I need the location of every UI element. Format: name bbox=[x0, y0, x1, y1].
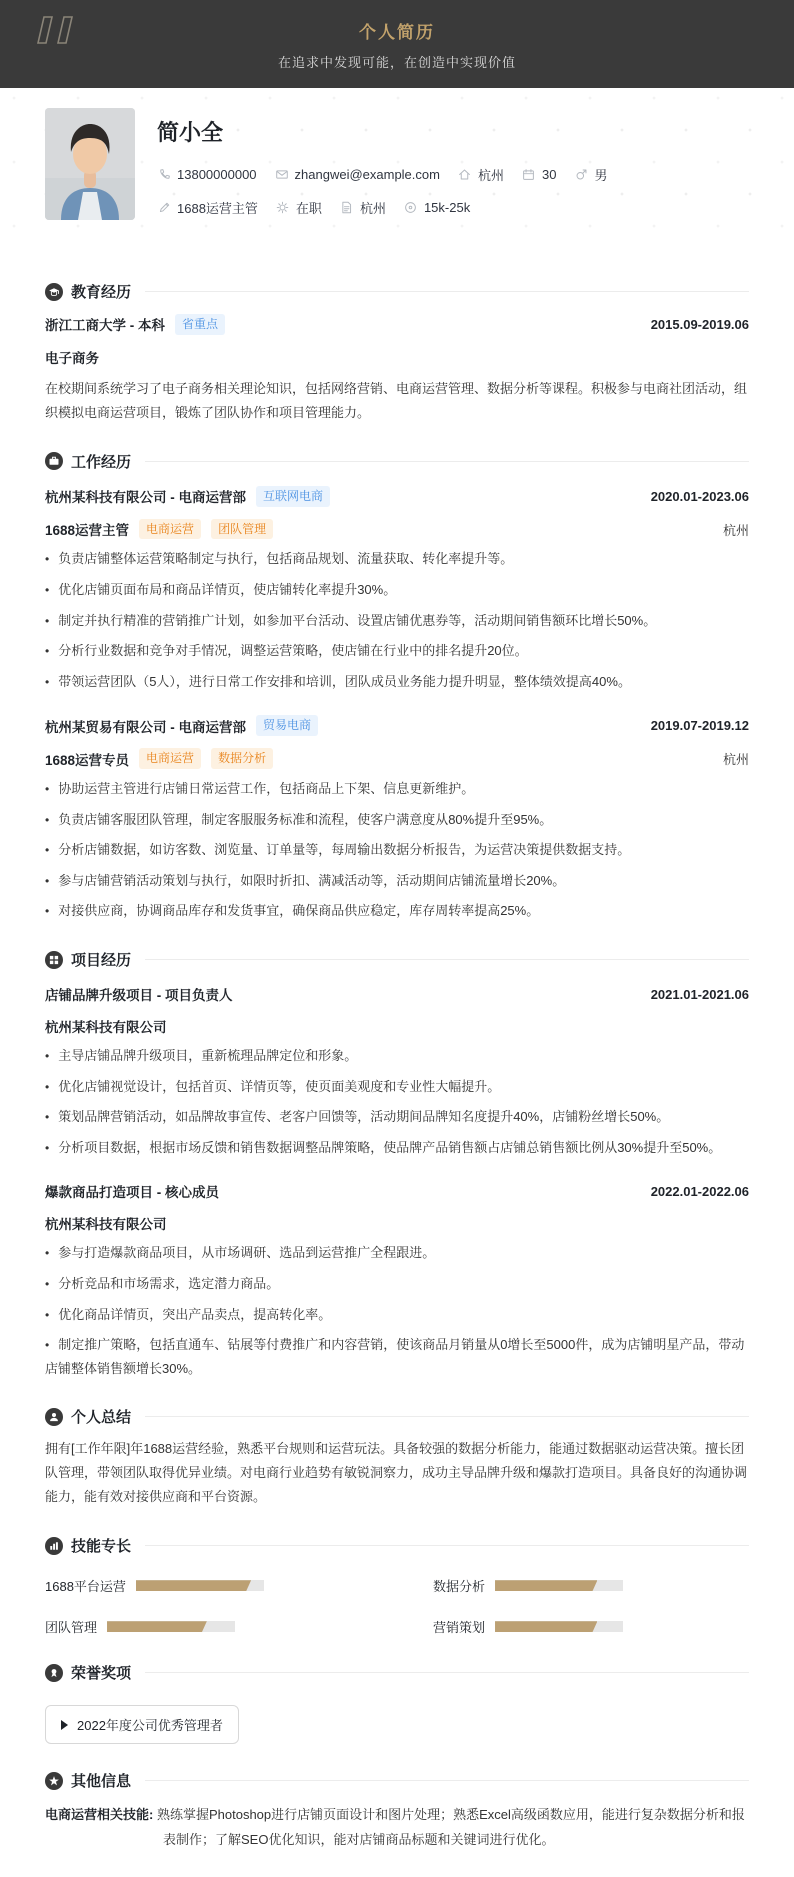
skill-bar-fill bbox=[495, 1580, 597, 1591]
education-header bbox=[45, 281, 749, 302]
play-triangle-icon bbox=[61, 1720, 68, 1730]
position-tag: 电商运营 bbox=[139, 519, 201, 540]
skill-name: 数据分析 bbox=[433, 1579, 486, 1595]
phone-item bbox=[157, 167, 257, 182]
job-status-value: 在职 bbox=[295, 201, 322, 216]
projects-section bbox=[45, 949, 749, 1380]
work-bullet: • 优化店铺页面布局和商品详情页，使店铺转化率提升30%。 bbox=[45, 578, 749, 602]
skill-name: 营销策划 bbox=[433, 1620, 486, 1636]
work-entry bbox=[45, 486, 749, 694]
work-company-row bbox=[45, 486, 749, 507]
section-title-work: 工作经历 bbox=[71, 453, 132, 471]
salary-icon bbox=[404, 201, 418, 215]
work-bullet: • 带领运营团队（5人），进行日常工作安排和培训，团队成员业务能力提升明显，整体绩效提高40%。 bbox=[45, 670, 749, 694]
project-name: 店铺品牌升级项目 - 项目负责人 bbox=[45, 988, 233, 1004]
other-info-value: 熟练掌握Photoshop进行店铺页面设计和图片处理；熟悉Excel高级函数应用，能进行复杂数据分析和报表制作；了解SEO优化知识，能对店铺商品标题和关键词进行优化。 bbox=[156, 1807, 745, 1847]
projects-header bbox=[45, 949, 749, 970]
work-header bbox=[45, 451, 749, 472]
position-tag: 数据分析 bbox=[211, 748, 273, 769]
page-subtitle: 在追求中发现可能，在创造中实现价值 bbox=[277, 54, 516, 70]
resume-banner bbox=[0, 0, 794, 88]
work-bullet: • 分析店铺数据，如访客数、浏览量、订单量等，每周输出数据分析报告，为运营决策提供数据支持。 bbox=[45, 838, 749, 862]
work-date: 2020.01-2023.06 bbox=[650, 488, 749, 504]
honors-section bbox=[45, 1662, 749, 1744]
work-bullet: • 分析行业数据和竞争对手情况，调整运营策略，使店铺在行业中的排名提升20位。 bbox=[45, 639, 749, 663]
email-value: zhangwei@example.com bbox=[294, 167, 440, 182]
age-value: 30 bbox=[541, 167, 557, 182]
project-bullet: • 分析竞品和市场需求，选定潜力商品。 bbox=[45, 1272, 749, 1296]
job-title-value: 1688运营主管 bbox=[177, 201, 258, 216]
resume-content bbox=[0, 249, 794, 1877]
section-title-projects: 项目经历 bbox=[71, 952, 132, 970]
work-position-row bbox=[45, 519, 749, 540]
other-info-text bbox=[45, 1803, 749, 1852]
section-title-other: 其他信息 bbox=[71, 1773, 132, 1791]
other-info-label: 电商运营相关技能: bbox=[45, 1807, 154, 1823]
skill-bar bbox=[495, 1580, 623, 1591]
work-bullet: • 协助运营主管进行店铺日常运营工作，包括商品上下架、信息更新维护。 bbox=[45, 777, 749, 801]
skill-bar-fill bbox=[107, 1621, 207, 1632]
section-divider bbox=[145, 1780, 749, 1781]
contact-row-1 bbox=[157, 165, 607, 184]
work-bullet: • 参与店铺营销活动策划与执行，如限时折扣、满减活动等，活动期间店铺流量增长20%。 bbox=[45, 869, 749, 893]
work-bullet: • 负责店铺整体运营策略制定与执行，包括商品规划、流量获取、转化率提升等。 bbox=[45, 547, 749, 571]
phone-value: 13800000000 bbox=[177, 167, 257, 182]
education-date: 2015.09-2019.06 bbox=[650, 316, 749, 332]
briefcase-icon bbox=[45, 452, 63, 470]
skill-row bbox=[433, 1617, 749, 1636]
pencil-icon bbox=[157, 201, 171, 215]
skill-row bbox=[45, 1576, 361, 1595]
summary-section bbox=[45, 1406, 749, 1509]
work-position-row bbox=[45, 748, 749, 769]
work-date: 2019.07-2019.12 bbox=[650, 718, 749, 734]
work-location: 杭州 bbox=[722, 522, 749, 538]
section-divider bbox=[145, 461, 749, 462]
work-section bbox=[45, 451, 749, 923]
project-date: 2021.01-2021.06 bbox=[650, 986, 749, 1002]
city-value: 杭州 bbox=[477, 168, 504, 183]
project-bullet: • 策划品牌营销活动，如品牌故事宣传、老客户回馈等，活动期间品牌知名度提升40%，店铺粉丝增长50%。 bbox=[45, 1105, 749, 1129]
school-name: 浙江工商大学 - 本科 bbox=[45, 318, 165, 334]
education-description: 在校期间系统学习了电子商务相关理论知识，包括网络营销、电商运营管理、数据分析等课程。积极参与电商社团活动，组织模拟电商运营项目，锻炼了团队协作和项目管理能力。 bbox=[45, 380, 748, 420]
school-badge: 省重点 bbox=[175, 314, 225, 335]
work-city-value: 杭州 bbox=[359, 201, 386, 216]
skill-name: 1688平台运营 bbox=[45, 1579, 126, 1595]
salary-value: 15k-25k bbox=[423, 200, 471, 215]
work-bullet: • 对接供应商，协调商品库存和发货事宜，确保商品供应稳定，库存周转率提高25%。 bbox=[45, 899, 749, 923]
mail-icon bbox=[275, 168, 289, 182]
summary-header bbox=[45, 1406, 749, 1427]
section-divider bbox=[145, 291, 749, 292]
education-major-row bbox=[45, 347, 749, 367]
honors-header bbox=[45, 1662, 749, 1683]
project-company: 杭州某科技有限公司 bbox=[45, 1217, 167, 1233]
section-title-education: 教育经历 bbox=[71, 284, 132, 301]
skill-bar bbox=[495, 1621, 623, 1632]
project-bullet-list bbox=[45, 1044, 749, 1159]
work-bullet: • 负责店铺客服团队管理，制定客服服务标准和流程，使客户满意度从80%提升至95%。 bbox=[45, 808, 749, 832]
honor-award-chip[interactable] bbox=[45, 1705, 239, 1744]
project-bullet-list bbox=[45, 1241, 749, 1380]
project-company: 杭州某科技有限公司 bbox=[45, 1020, 167, 1036]
skill-name: 团队管理 bbox=[45, 1620, 98, 1636]
city-item bbox=[458, 165, 504, 184]
bar-chart-icon bbox=[45, 1537, 63, 1555]
skills-section bbox=[45, 1535, 749, 1636]
project-name-row bbox=[45, 1181, 749, 1201]
job-status-item bbox=[276, 198, 322, 217]
profile-photo bbox=[45, 108, 135, 220]
project-bullet: • 优化商品详情页，突出产品卖点，提高转化率。 bbox=[45, 1303, 749, 1327]
education-school-row bbox=[45, 314, 749, 335]
skill-row bbox=[433, 1576, 749, 1595]
profile-section bbox=[0, 88, 794, 249]
skills-grid bbox=[45, 1576, 749, 1636]
person-icon bbox=[45, 1408, 63, 1426]
gender-icon bbox=[574, 168, 588, 182]
skill-bar-fill bbox=[495, 1621, 597, 1632]
section-divider bbox=[145, 1416, 749, 1417]
project-entry bbox=[45, 984, 749, 1159]
home-icon bbox=[458, 168, 472, 182]
education-section bbox=[45, 281, 749, 425]
work-entry bbox=[45, 715, 749, 923]
work-city-item bbox=[340, 198, 386, 217]
age-item bbox=[522, 167, 556, 182]
project-date: 2022.01-2022.06 bbox=[650, 1183, 749, 1199]
company-name: 杭州某科技有限公司 - 电商运营部 bbox=[45, 490, 246, 506]
skill-bar bbox=[136, 1580, 264, 1591]
gender-value: 男 bbox=[594, 168, 608, 183]
medal-icon bbox=[45, 1664, 63, 1682]
page-title: 个人简历 bbox=[359, 22, 435, 42]
graduation-cap-icon bbox=[45, 283, 63, 301]
calendar-icon bbox=[522, 168, 536, 182]
project-company-row bbox=[45, 1016, 749, 1036]
project-bullet: • 参与打造爆款商品项目，从市场调研、选品到运营推广全程跟进。 bbox=[45, 1241, 749, 1265]
section-title-honors: 荣誉奖项 bbox=[71, 1665, 132, 1683]
phone-icon bbox=[157, 168, 171, 182]
other-info-section bbox=[45, 1770, 749, 1852]
project-name-row bbox=[45, 984, 749, 1004]
file-icon bbox=[340, 201, 354, 215]
contact-row-2 bbox=[157, 198, 607, 217]
section-title-summary: 个人总结 bbox=[71, 1409, 132, 1427]
company-name: 杭州某贸易有限公司 - 电商运营部 bbox=[45, 719, 246, 735]
skill-bar-fill bbox=[136, 1580, 251, 1591]
company-badge: 互联网电商 bbox=[256, 486, 330, 507]
honor-award-label: 2022年度公司优秀管理者 bbox=[77, 1718, 223, 1734]
skills-header bbox=[45, 1535, 749, 1556]
profile-name: 简小全 bbox=[157, 120, 224, 145]
position-tag: 电商运营 bbox=[139, 748, 201, 769]
other-info-header bbox=[45, 1770, 749, 1791]
email-item bbox=[275, 167, 440, 182]
project-bullet: • 制定推广策略，包括直通车、钻展等付费推广和内容营销，使该商品月销量从0增长至5000件，成为店铺明星产品，带动店铺整体销售额增长30%。 bbox=[45, 1333, 749, 1380]
star-icon bbox=[45, 1772, 63, 1790]
section-divider bbox=[145, 959, 749, 960]
company-badge: 贸易电商 bbox=[256, 715, 318, 736]
project-company-row bbox=[45, 1213, 749, 1233]
quote-icon bbox=[34, 13, 78, 52]
skill-row bbox=[45, 1617, 361, 1636]
project-bullet: • 主导店铺品牌升级项目，重新梳理品牌定位和形象。 bbox=[45, 1044, 749, 1068]
grid-icon bbox=[45, 951, 63, 969]
position-name: 1688运营主管 bbox=[45, 523, 130, 539]
work-location: 杭州 bbox=[722, 752, 749, 768]
job-title-item bbox=[157, 198, 258, 217]
work-bullet-list bbox=[45, 547, 749, 693]
work-bullet: • 制定并执行精准的营销推广计划，如参加平台活动、设置店铺优惠券等，活动期间销售额环比增长50%。 bbox=[45, 609, 749, 633]
section-divider bbox=[145, 1672, 749, 1673]
project-name: 爆款商品打造项目 - 核心成员 bbox=[45, 1185, 219, 1201]
project-bullet: • 优化店铺视觉设计，包括首页、详情页等，使页面美观度和专业性大幅提升。 bbox=[45, 1075, 749, 1099]
gear-icon bbox=[276, 201, 290, 215]
summary-text: 拥有[工作年限]年1688运营经验，熟悉平台规则和运营玩法。具备较强的数据分析能力，能通过数据驱动运营决策。擅长团队管理，带领团队取得优异业绩。对电商行业趋势有敏锐洞察力，成功主导品牌升级和爆款打造项目。具备良好的沟通协调能力，能有效对接供应商和平台资源。 bbox=[45, 1441, 748, 1505]
work-bullet-list bbox=[45, 777, 749, 923]
major-name: 电子商务 bbox=[45, 350, 99, 366]
work-company-row bbox=[45, 715, 749, 736]
position-name: 1688运营专员 bbox=[45, 752, 130, 768]
project-bullet: • 分析项目数据，根据市场反馈和销售数据调整品牌策略，使品牌产品销售额占店铺总销售额比例从30%提升至50%。 bbox=[45, 1136, 749, 1160]
section-divider bbox=[145, 1545, 749, 1546]
position-tag: 团队管理 bbox=[211, 519, 273, 540]
gender-item bbox=[574, 165, 607, 184]
skill-bar bbox=[107, 1621, 235, 1632]
project-entry bbox=[45, 1181, 749, 1380]
salary-item bbox=[404, 200, 470, 215]
section-title-skills: 技能专长 bbox=[71, 1538, 132, 1556]
